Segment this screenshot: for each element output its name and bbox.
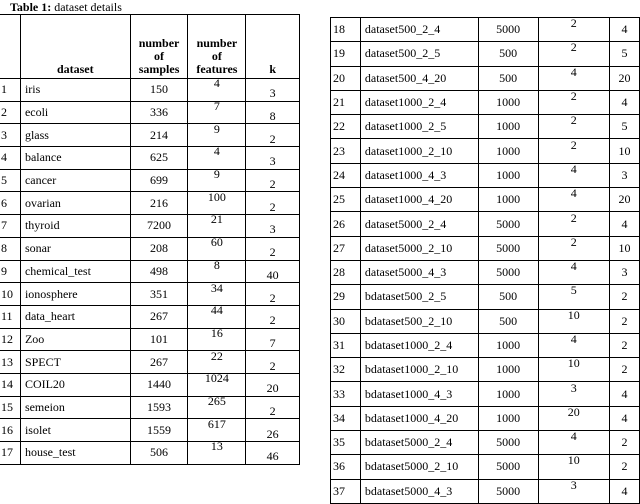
feature-count: 2 — [538, 115, 610, 139]
feature-count: 265 — [188, 396, 246, 419]
caption-label: Table 1: — [10, 0, 52, 14]
row-index: 21 — [331, 90, 361, 114]
header-dataset: dataset — [20, 15, 130, 79]
row-index: 35 — [331, 431, 361, 455]
table-row — [0, 260, 300, 283]
dataset-name: dataset1000_2_10 — [360, 139, 478, 163]
row-index: 32 — [331, 358, 361, 382]
sample-count: 150 — [130, 79, 188, 102]
row-index: 6 — [0, 192, 20, 215]
feature-count: 9 — [188, 124, 246, 147]
feature-count: 1024 — [188, 373, 246, 396]
feature-count: 2 — [538, 18, 610, 42]
sample-count: 506 — [130, 442, 188, 465]
dataset-name: bdataset1000_2_4 — [360, 333, 478, 357]
table-caption — [10, 0, 122, 14]
k-value: 2 — [610, 358, 640, 382]
feature-count: 34 — [188, 283, 246, 306]
feature-count: 2 — [538, 42, 610, 66]
feature-count: 44 — [188, 305, 246, 328]
feature-count: 4 — [188, 147, 246, 170]
table-row — [331, 163, 640, 187]
row-index: 22 — [331, 115, 361, 139]
sample-count: 5000 — [478, 431, 538, 455]
dataset-name: bdataset5000_2_10 — [360, 455, 478, 479]
k-value: 5 — [610, 115, 640, 139]
row-index: 1 — [0, 79, 20, 102]
row-index: 33 — [331, 382, 361, 406]
dataset-name: dataset5000_2_4 — [360, 212, 478, 236]
row-index: 13 — [0, 351, 20, 374]
feature-count: 16 — [188, 328, 246, 351]
sample-count: 500 — [478, 66, 538, 90]
sample-count: 1000 — [478, 163, 538, 187]
sample-count: 1593 — [130, 396, 188, 419]
k-value: 2 — [246, 283, 300, 306]
dataset-name: bdataset500_2_10 — [360, 309, 478, 333]
sample-count: 1000 — [478, 333, 538, 357]
table-row — [331, 18, 640, 42]
dataset-name: thyroid — [20, 215, 130, 238]
row-index: 4 — [0, 147, 20, 170]
k-value: 2 — [246, 305, 300, 328]
feature-count: 4 — [538, 333, 610, 357]
feature-count: 22 — [188, 351, 246, 374]
sample-count: 351 — [130, 283, 188, 306]
table-row — [0, 192, 300, 215]
dataset-name: bdataset5000_4_3 — [360, 479, 478, 503]
feature-count: 9 — [188, 169, 246, 192]
sample-count: 5000 — [478, 18, 538, 42]
dataset-name: chemical_test — [20, 260, 130, 283]
table-row — [331, 285, 640, 309]
row-index: 9 — [0, 260, 20, 283]
k-value: 5 — [610, 42, 640, 66]
table-row — [331, 455, 640, 479]
sample-count: 267 — [130, 351, 188, 374]
dataset-name: dataset1000_2_4 — [360, 90, 478, 114]
k-value: 20 — [610, 188, 640, 212]
left-dataset-table — [0, 14, 300, 465]
feature-count: 2 — [538, 139, 610, 163]
dataset-name: data_heart — [20, 305, 130, 328]
table-row — [331, 309, 640, 333]
row-index: 27 — [331, 236, 361, 260]
sample-count: 699 — [130, 169, 188, 192]
feature-count: 100 — [188, 192, 246, 215]
sample-count: 101 — [130, 328, 188, 351]
row-index: 12 — [0, 328, 20, 351]
row-index: 29 — [331, 285, 361, 309]
row-index: 20 — [331, 66, 361, 90]
header-index — [0, 15, 20, 79]
sample-count: 216 — [130, 192, 188, 215]
table-row — [331, 431, 640, 455]
sample-count: 1000 — [478, 90, 538, 114]
k-value: 3 — [246, 147, 300, 170]
sample-count: 5000 — [478, 479, 538, 503]
sample-count: 214 — [130, 124, 188, 147]
k-value: 3 — [610, 163, 640, 187]
feature-count: 8 — [188, 260, 246, 283]
sample-count: 5000 — [478, 236, 538, 260]
sample-count: 5000 — [478, 212, 538, 236]
feature-count: 2 — [538, 236, 610, 260]
sample-count: 498 — [130, 260, 188, 283]
row-index: 2 — [0, 101, 20, 124]
dataset-name: ovarian — [20, 192, 130, 215]
k-value: 2 — [246, 124, 300, 147]
table-row — [331, 236, 640, 260]
sample-count: 1000 — [478, 382, 538, 406]
dataset-name: dataset500_2_4 — [360, 18, 478, 42]
sample-count: 1000 — [478, 139, 538, 163]
dataset-name: ionosphere — [20, 283, 130, 306]
k-value: 2 — [610, 309, 640, 333]
k-value: 2 — [610, 285, 640, 309]
row-index: 18 — [331, 18, 361, 42]
sample-count: 1559 — [130, 419, 188, 442]
sample-count: 1440 — [130, 373, 188, 396]
k-value: 2 — [610, 455, 640, 479]
header-samples: number of samples — [130, 15, 188, 79]
feature-count: 2 — [538, 212, 610, 236]
dataset-name: bdataset500_2_5 — [360, 285, 478, 309]
sample-count: 1000 — [478, 188, 538, 212]
table-row — [0, 101, 300, 124]
dataset-name: dataset1000_4_20 — [360, 188, 478, 212]
dataset-name: iris — [20, 79, 130, 102]
table-row — [331, 406, 640, 430]
k-value: 8 — [246, 101, 300, 124]
sample-count: 7200 — [130, 215, 188, 238]
k-value: 2 — [610, 431, 640, 455]
k-value: 40 — [246, 260, 300, 283]
dataset-name: dataset500_2_5 — [360, 42, 478, 66]
table-row — [331, 479, 640, 503]
row-index: 3 — [0, 124, 20, 147]
dataset-name: bdataset1000_4_3 — [360, 382, 478, 406]
header-row — [0, 15, 300, 79]
sample-count: 1000 — [478, 115, 538, 139]
dataset-name: sonar — [20, 237, 130, 260]
dataset-name: house_test — [20, 442, 130, 465]
row-index: 19 — [331, 42, 361, 66]
table-row — [0, 305, 300, 328]
sample-count: 208 — [130, 237, 188, 260]
k-value: 4 — [610, 382, 640, 406]
table-row — [0, 396, 300, 419]
sample-count: 500 — [478, 285, 538, 309]
table-row — [331, 115, 640, 139]
k-value: 3 — [610, 260, 640, 284]
table-row — [0, 373, 300, 396]
k-value: 4 — [610, 18, 640, 42]
k-value: 2 — [610, 333, 640, 357]
table-row — [331, 139, 640, 163]
dataset-name: bdataset1000_2_10 — [360, 358, 478, 382]
feature-count: 7 — [188, 101, 246, 124]
k-value: 3 — [246, 215, 300, 238]
row-index: 15 — [0, 396, 20, 419]
table-row — [0, 419, 300, 442]
feature-count: 4 — [538, 260, 610, 284]
dataset-name: dataset1000_2_5 — [360, 115, 478, 139]
k-value: 2 — [246, 396, 300, 419]
table-row — [331, 188, 640, 212]
feature-count: 3 — [538, 479, 610, 503]
k-value: 3 — [246, 79, 300, 102]
dataset-name: balance — [20, 147, 130, 170]
dataset-name: ecoli — [20, 101, 130, 124]
feature-count: 4 — [538, 66, 610, 90]
dataset-name: semeion — [20, 396, 130, 419]
k-value: 4 — [610, 479, 640, 503]
table-row — [0, 328, 300, 351]
table-row — [331, 90, 640, 114]
row-index: 36 — [331, 455, 361, 479]
k-value: 2 — [246, 192, 300, 215]
table-row — [331, 260, 640, 284]
dataset-name: SPECT — [20, 351, 130, 374]
header-k: k — [246, 15, 300, 79]
k-value: 2 — [246, 351, 300, 374]
feature-count: 617 — [188, 419, 246, 442]
k-value: 2 — [246, 237, 300, 260]
dataset-name: dataset500_4_20 — [360, 66, 478, 90]
feature-count: 4 — [538, 188, 610, 212]
sample-count: 267 — [130, 305, 188, 328]
feature-count: 5 — [538, 285, 610, 309]
k-value: 7 — [246, 328, 300, 351]
feature-count: 4 — [188, 79, 246, 102]
k-value: 10 — [610, 236, 640, 260]
table-row — [331, 66, 640, 90]
k-value: 20 — [246, 373, 300, 396]
table-row — [0, 124, 300, 147]
k-value: 26 — [246, 419, 300, 442]
right-dataset-table — [330, 17, 640, 504]
row-index: 17 — [0, 442, 20, 465]
k-value: 20 — [610, 66, 640, 90]
table-row — [331, 212, 640, 236]
row-index: 23 — [331, 139, 361, 163]
feature-count: 2 — [538, 90, 610, 114]
table-row — [0, 169, 300, 192]
table-row — [0, 442, 300, 465]
k-value: 10 — [610, 139, 640, 163]
row-index: 28 — [331, 260, 361, 284]
dataset-name: Zoo — [20, 328, 130, 351]
table-row — [331, 382, 640, 406]
row-index: 14 — [0, 373, 20, 396]
k-value: 4 — [610, 406, 640, 430]
sample-count: 500 — [478, 309, 538, 333]
dataset-name: bdataset5000_2_4 — [360, 431, 478, 455]
row-index: 8 — [0, 237, 20, 260]
row-index: 37 — [331, 479, 361, 503]
feature-count: 13 — [188, 442, 246, 465]
feature-count: 3 — [538, 382, 610, 406]
sample-count: 1000 — [478, 358, 538, 382]
dataset-name: dataset5000_4_3 — [360, 260, 478, 284]
row-index: 7 — [0, 215, 20, 238]
feature-count: 10 — [538, 358, 610, 382]
row-index: 16 — [0, 419, 20, 442]
row-index: 34 — [331, 406, 361, 430]
table-row — [0, 79, 300, 102]
row-index: 11 — [0, 305, 20, 328]
table-row — [331, 358, 640, 382]
dataset-name: dataset1000_4_3 — [360, 163, 478, 187]
feature-count: 21 — [188, 215, 246, 238]
dataset-name: glass — [20, 124, 130, 147]
table-row — [331, 333, 640, 357]
caption-text: dataset details — [51, 0, 122, 14]
sample-count: 336 — [130, 101, 188, 124]
feature-count: 20 — [538, 406, 610, 430]
k-value: 4 — [610, 90, 640, 114]
table-row — [0, 237, 300, 260]
dataset-name: cancer — [20, 169, 130, 192]
sample-count: 1000 — [478, 406, 538, 430]
row-index: 31 — [331, 333, 361, 357]
feature-count: 10 — [538, 455, 610, 479]
k-value: 4 — [610, 212, 640, 236]
k-value: 2 — [246, 169, 300, 192]
row-index: 25 — [331, 188, 361, 212]
feature-count: 4 — [538, 431, 610, 455]
sample-count: 500 — [478, 42, 538, 66]
dataset-name: bdataset1000_4_20 — [360, 406, 478, 430]
table-row — [331, 42, 640, 66]
feature-count: 60 — [188, 237, 246, 260]
row-index: 10 — [0, 283, 20, 306]
row-index: 5 — [0, 169, 20, 192]
table-row — [0, 283, 300, 306]
row-index: 26 — [331, 212, 361, 236]
feature-count: 10 — [538, 309, 610, 333]
dataset-name: dataset5000_2_10 — [360, 236, 478, 260]
dataset-name: isolet — [20, 419, 130, 442]
table-row — [0, 215, 300, 238]
sample-count: 5000 — [478, 455, 538, 479]
feature-count: 4 — [538, 163, 610, 187]
table-row — [0, 147, 300, 170]
k-value: 46 — [246, 442, 300, 465]
row-index: 30 — [331, 309, 361, 333]
row-index: 24 — [331, 163, 361, 187]
sample-count: 625 — [130, 147, 188, 170]
sample-count: 5000 — [478, 260, 538, 284]
header-features: number of features — [188, 15, 246, 79]
dataset-name: COIL20 — [20, 373, 130, 396]
table-row — [0, 351, 300, 374]
